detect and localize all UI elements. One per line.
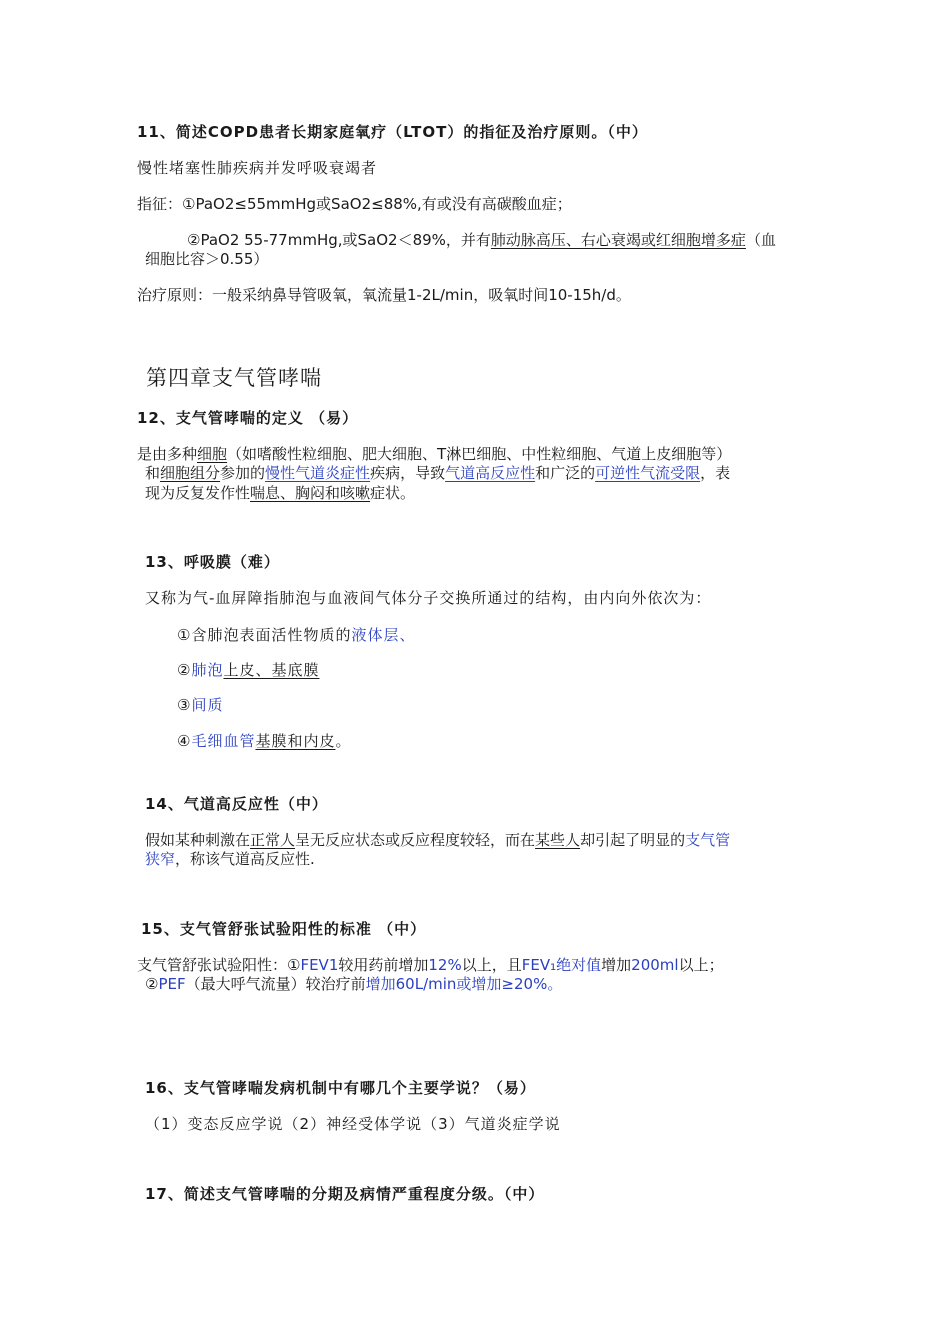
q14-underlined: 正常人 <box>250 831 296 849</box>
q12-text: （如嗜酸性粒细胞、肥大细胞、T淋巴细胞、中性粒细胞、气道上皮细胞等） <box>227 445 732 463</box>
q13-item-underlined: 基膜和内皮 <box>255 732 336 750</box>
q15-text: 支气管舒张试验阳性：① <box>137 956 301 974</box>
q15-text: 增加 <box>601 956 632 974</box>
q11-indication-2-text: ②PaO2 55-77mmHg,或SaO2＜89%，并有 <box>187 231 491 249</box>
q13-item-text: 。 <box>335 732 352 750</box>
q12-text: 疾病，导致 <box>370 464 446 482</box>
q15-highlight: PEF <box>158 975 186 993</box>
question-14-title: 14、气道高反应性（中） <box>145 795 328 813</box>
q14-text: 呈无反应状态或反应程度较轻，而在 <box>295 831 536 849</box>
q15-line-1 <box>137 955 724 975</box>
q15-text: 以上； <box>678 956 724 974</box>
q11-treatment: 治疗原则：一般采纳鼻导管吸氧，氧流量1-2L/min，吸氧时间10-15h/d。 <box>137 286 631 304</box>
q15-highlight: FEV1 <box>300 956 339 974</box>
q11-indication-2-underlined: 肺动脉高压、右心衰竭或红细胞增多症 <box>490 231 746 249</box>
q13-item-highlight: 肺泡 <box>191 661 224 679</box>
chapter-heading: 第四章支气管哮喘 <box>146 366 322 390</box>
q11-indication-1 <box>137 194 572 214</box>
q14-text: 却引起了明显的 <box>580 831 686 849</box>
q15-text: ② <box>145 975 159 993</box>
q12-line-1 <box>137 444 731 464</box>
q12-underlined: 喘息、胸闷和咳嗽 <box>250 484 371 502</box>
q13-item-text: 含肺泡表面活性物质的 <box>191 626 352 644</box>
q12-text: ，表 <box>700 464 731 482</box>
q13-item-number: ③ <box>177 696 192 714</box>
q11-indication-2-tail: （血 <box>745 231 776 249</box>
q13-item-3 <box>177 695 223 715</box>
question-11-title: 11、简述COPD患者长期家庭氧疗（LTOT）的指征及治疗原则。（中） <box>137 123 648 141</box>
q12-text: 现为反复发作性 <box>145 484 251 502</box>
q12-line-2 <box>145 463 730 483</box>
q14-line-2 <box>145 849 315 869</box>
q12-underlined: 细胞 <box>197 445 228 463</box>
q13-item-highlight: 间质 <box>191 696 224 714</box>
q12-line-3 <box>145 483 415 503</box>
q13-item-underlined: 上皮、基底膜 <box>223 661 320 679</box>
q12-text: 和 <box>145 464 161 482</box>
question-12-title: 12、支气管哮喘的定义 （易） <box>137 409 359 427</box>
q13-item-number: ② <box>177 661 192 679</box>
question-17-title: 17、简述支气管哮喘的分期及病情严重程度分级。（中） <box>145 1185 545 1203</box>
q13-intro: 又称为气-血屏障指肺泡与血液间气体分子交换所通过的结构，由内向外依次为： <box>145 589 712 607</box>
q15-highlight: 12% <box>428 956 462 974</box>
q12-highlighted: 气道高反应性 <box>445 464 536 482</box>
q12-text: 和广泛的 <box>535 464 596 482</box>
q15-text: （最大呼气流量）较治疗前 <box>185 975 366 993</box>
q11-indication-1-text: ①PaO2≤55mmHg或SaO2≤88%,有或没有高碳酸血症； <box>182 195 572 213</box>
q15-text: 以上，且 <box>461 956 522 974</box>
q13-item-number: ④ <box>177 732 192 750</box>
question-15-title: 15、支气管舒张试验阳性的标准 （中） <box>141 920 427 938</box>
question-16-title: 16、支气管哮喘发病机制中有哪几个主要学说？（易） <box>145 1079 536 1097</box>
q14-text: ，称该气道高反应性. <box>175 850 315 868</box>
q16-answer: （1）变态反应学说（2）神经受体学说（3）气道炎症学说 <box>145 1115 561 1133</box>
q13-item-highlight: 毛细血管 <box>191 732 256 750</box>
q12-underlined: 细胞组分 <box>160 464 221 482</box>
q13-item-highlight: 液体层、 <box>351 626 416 644</box>
q12-text: 是由多种 <box>137 445 198 463</box>
q15-highlight: 200ml <box>631 956 679 974</box>
q13-item-4 <box>177 731 352 751</box>
q14-text: 假如某种刺激在 <box>145 831 251 849</box>
q13-item-number: ① <box>177 626 192 644</box>
q11-indication-label: 指征： <box>137 195 183 213</box>
q13-item-2 <box>177 660 319 680</box>
q12-text: 参加的 <box>220 464 266 482</box>
q14-line-1 <box>145 830 730 850</box>
q13-item-1 <box>177 625 415 645</box>
q12-highlighted: 可逆性气流受限 <box>595 464 701 482</box>
q11-indication-2 <box>187 230 776 250</box>
q15-highlight: FEV₁绝对值 <box>521 956 602 974</box>
q15-line-2 <box>145 974 562 994</box>
q14-underlined: 某些人 <box>535 831 581 849</box>
q14-highlight: 支气管 <box>685 831 731 849</box>
q15-text: 较用药前增加 <box>338 956 429 974</box>
q11-indication-2-cont: 细胞比容＞0.55） <box>145 250 269 268</box>
q12-highlighted: 慢性气道炎症性 <box>265 464 371 482</box>
q12-text: 症状。 <box>370 484 416 502</box>
q14-highlight: 狭窄 <box>145 850 176 868</box>
q11-subtitle: 慢性堵塞性肺疾病并发呼吸衰竭者 <box>137 159 378 177</box>
question-13-title: 13、呼吸膜（难） <box>145 553 280 571</box>
q15-highlight: 增加60L/min或增加≥20%。 <box>365 975 563 993</box>
